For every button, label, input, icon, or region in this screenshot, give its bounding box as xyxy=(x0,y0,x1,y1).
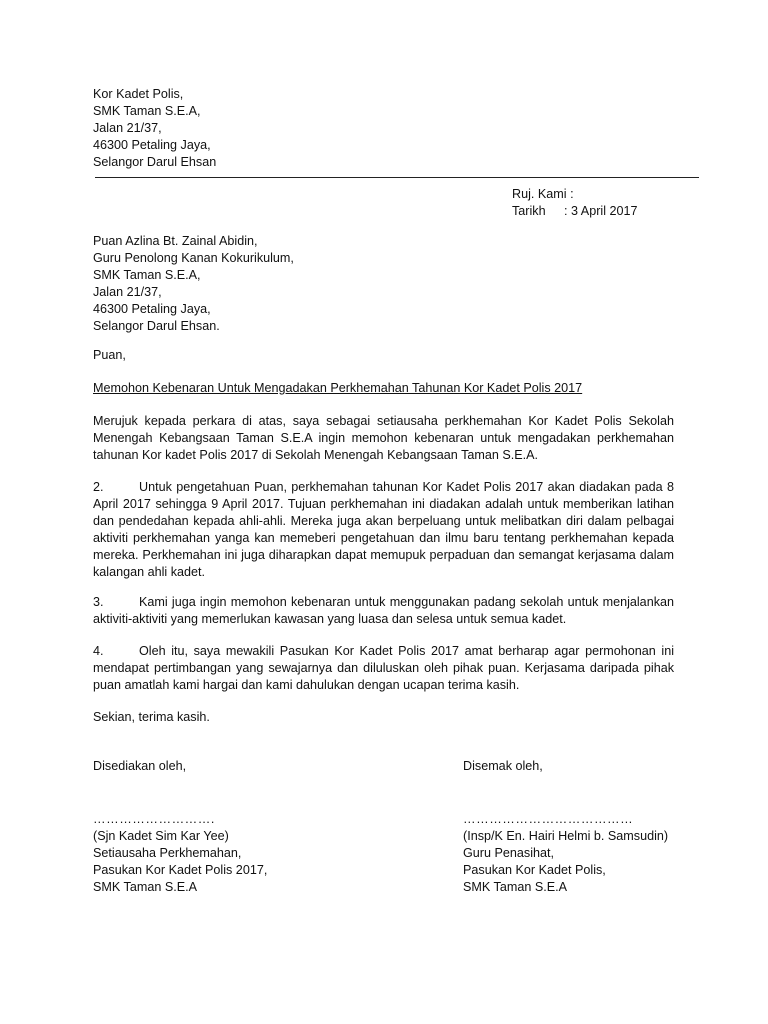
reference-date-value: : 3 April 2017 xyxy=(564,204,638,218)
signature-school: SMK Taman S.E.A xyxy=(463,880,568,894)
recipient-line: Jalan 21/37, xyxy=(93,285,162,299)
reference-ruj: Ruj. Kami : xyxy=(512,187,574,201)
paragraph-number: 2. xyxy=(93,480,104,494)
header-divider xyxy=(95,177,699,178)
paragraph-text: Untuk pengetahuan Puan, perkhemahan tahunan Kor Kadet Polis 2017 akan diadakan pada 8 April 2017 sehingga 9 April 2017. Tujuan perkhemahan ini diadakan adalah untuk memberikan latihan dan pendedahan kepada ahli-ahli. Mereka juga akan berpeluang untuk melibatkan diri dalam pelbagai aktiviti perkhemahan yanga kan memeberi pengetahuan dan ilmu baru tentang perkhemahan kepada mereka. Perkhemahan ini juga diharapkan dapat memupuk perpaduan dan semangat kerjasama dalam kalangan ahli kadet. xyxy=(93,480,674,579)
signature-org: Pasukan Kor Kadet Polis 2017, xyxy=(93,863,268,877)
sender-line: Jalan 21/37, xyxy=(93,121,162,135)
signature-title: Setiausaha Perkhemahan, xyxy=(93,846,242,860)
sender-line: 46300 Petaling Jaya, xyxy=(93,138,211,152)
paragraph-number: 4. xyxy=(93,644,104,658)
signature-label: Disemak oleh, xyxy=(463,759,543,773)
recipient-line: Selangor Darul Ehsan. xyxy=(93,319,220,333)
recipient-line: Puan Azlina Bt. Zainal Abidin, xyxy=(93,234,258,248)
signature-name: (Sjn Kadet Sim Kar Yee) xyxy=(93,829,229,843)
signature-label: Disediakan oleh, xyxy=(93,759,187,773)
recipient-line: Guru Penolong Kanan Kokurikulum, xyxy=(93,251,294,265)
sender-address xyxy=(93,86,216,171)
signature-org: Pasukan Kor Kadet Polis, xyxy=(463,863,606,877)
salutation: Puan, xyxy=(93,348,126,362)
sender-line: Selangor Darul Ehsan xyxy=(93,155,217,169)
recipient-address xyxy=(93,233,294,335)
signature-reviewed-by xyxy=(463,758,668,896)
reference-date-row xyxy=(512,203,638,220)
signature-school: SMK Taman S.E.A xyxy=(93,880,198,894)
signature-prepared-by xyxy=(93,758,267,896)
paragraph-text: Kami juga ingin memohon kebenaran untuk menggunakan padang sekolah untuk menjalankan aktiviti-aktiviti yang memerlukan kawasan yang luasa dan selesa untuk semua kadet. xyxy=(93,595,674,626)
closing-remark: Sekian, terima kasih. xyxy=(93,710,210,724)
sender-line: Kor Kadet Polis, xyxy=(93,87,184,101)
signature-line: ………………………………… xyxy=(463,812,634,826)
paragraph-1: Merujuk kepada perkara di atas, saya sebagai setiausaha perkhemahan Kor Kadet Polis Sekolah Menengah Kebangsaan Taman S.E.A ingin memohon kebenaran untuk mengadakan perkhemahan tahunan Kor kadet Polis 2017 di Sekolah Menengah Kebangsaan Taman S.E.A. xyxy=(93,414,674,462)
reference-block xyxy=(512,186,638,220)
reference-date-label: Tarikh xyxy=(512,204,546,218)
letter-subject: Memohon Kebenaran Untuk Mengadakan Perkhemahan Tahunan Kor Kadet Polis 2017 xyxy=(93,381,583,395)
paragraph-2 xyxy=(93,479,674,581)
recipient-line: SMK Taman S.E.A, xyxy=(93,268,201,282)
paragraph-3 xyxy=(93,594,674,628)
recipient-line: 46300 Petaling Jaya, xyxy=(93,302,211,316)
paragraph-4 xyxy=(93,643,674,694)
paragraph-number: 3. xyxy=(93,595,104,609)
signature-title: Guru Penasihat, xyxy=(463,846,555,860)
signature-line: ………………………. xyxy=(93,812,215,826)
sender-line: SMK Taman S.E.A, xyxy=(93,104,201,118)
paragraph-text: Oleh itu, saya mewakili Pasukan Kor Kadet Polis 2017 amat berharap agar permohonan ini mendapat pertimbangan yang sewajarnya dan diluluskan oleh pihak puan. Kerjasama daripada pihak puan amatlah kami hargai dan kami dahulukan dengan ucapan terima kasih. xyxy=(93,644,674,692)
signature-name: (Insp/K En. Hairi Helmi b. Samsudin) xyxy=(463,829,669,843)
